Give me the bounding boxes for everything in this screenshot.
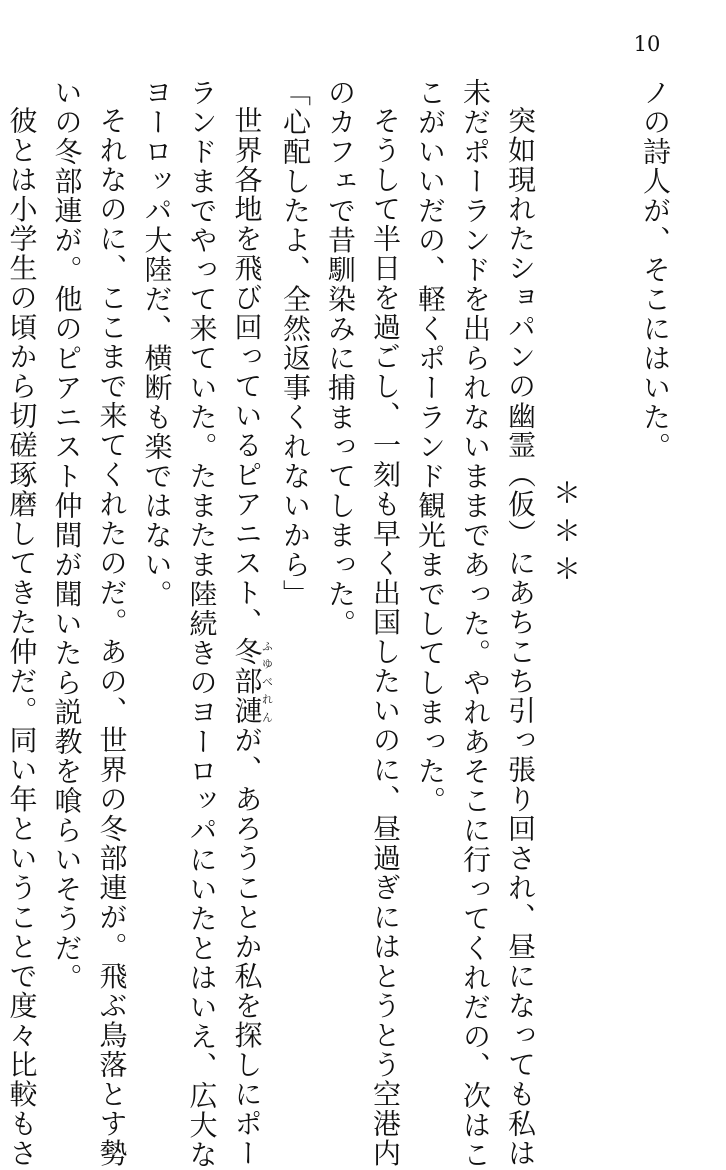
ruby-base: 冬部漣 <box>230 637 264 726</box>
text-line-with-ruby <box>225 78 274 1168</box>
section-separator: ＊＊＊ <box>549 478 582 592</box>
text-line: のカフェで昔馴染みに捕まってしまった。 <box>324 78 357 639</box>
text-line: いの冬部連が。他のピアニスト仲間が聞いたら説教を喰らいそうだ。 <box>50 78 84 993</box>
text-line: 彼とは小学生の頃から切磋琢磨してきた仲だ。同い年ということで度々比較もさ <box>5 106 39 1168</box>
text-line: ヨーロッパ大陸だ、横断も楽ではない。 <box>140 78 174 609</box>
text-line: ランドまでやって来ていた。たまたま陸続きのヨーロッパにいたとはいえ、広大な <box>185 78 219 1170</box>
text-line: 未だポーランドを出られないままであった。やれあそこに行ってくれだの、次はこ <box>459 78 492 1170</box>
name-ruby <box>230 637 274 726</box>
page-number: 10 <box>633 32 661 56</box>
text-line: ノの詩人が、そこにはいた。 <box>639 78 672 462</box>
text-line: 突如現れたショパンの幽霊（仮）にあちこち引っ張り回され、昼になっても私は <box>504 106 537 1168</box>
blank-line <box>588 78 633 978</box>
text-segment: が、あろうことか私を探しにポー <box>230 725 264 1168</box>
text-line: こがいいだの、軽くポーランド観光までしてしまった。 <box>414 78 447 816</box>
dialogue-line: 「心配したよ、全然返事くれないから」 <box>279 78 312 609</box>
text-segment: 世界各地を飛び回っているピアニスト、 <box>230 106 264 637</box>
vertical-text-body <box>5 78 678 1170</box>
ruby-reading: ふゆべれん <box>260 637 274 726</box>
text-line: それなのに、ここまで来てくれたのだ。あの、世界の冬部連が。飛ぶ鳥落とす勢 <box>95 106 129 1168</box>
text-line: そうして半日を過ごし、一刻も早く出国したいのに、昼過ぎにはとうとう空港内 <box>369 106 402 1168</box>
